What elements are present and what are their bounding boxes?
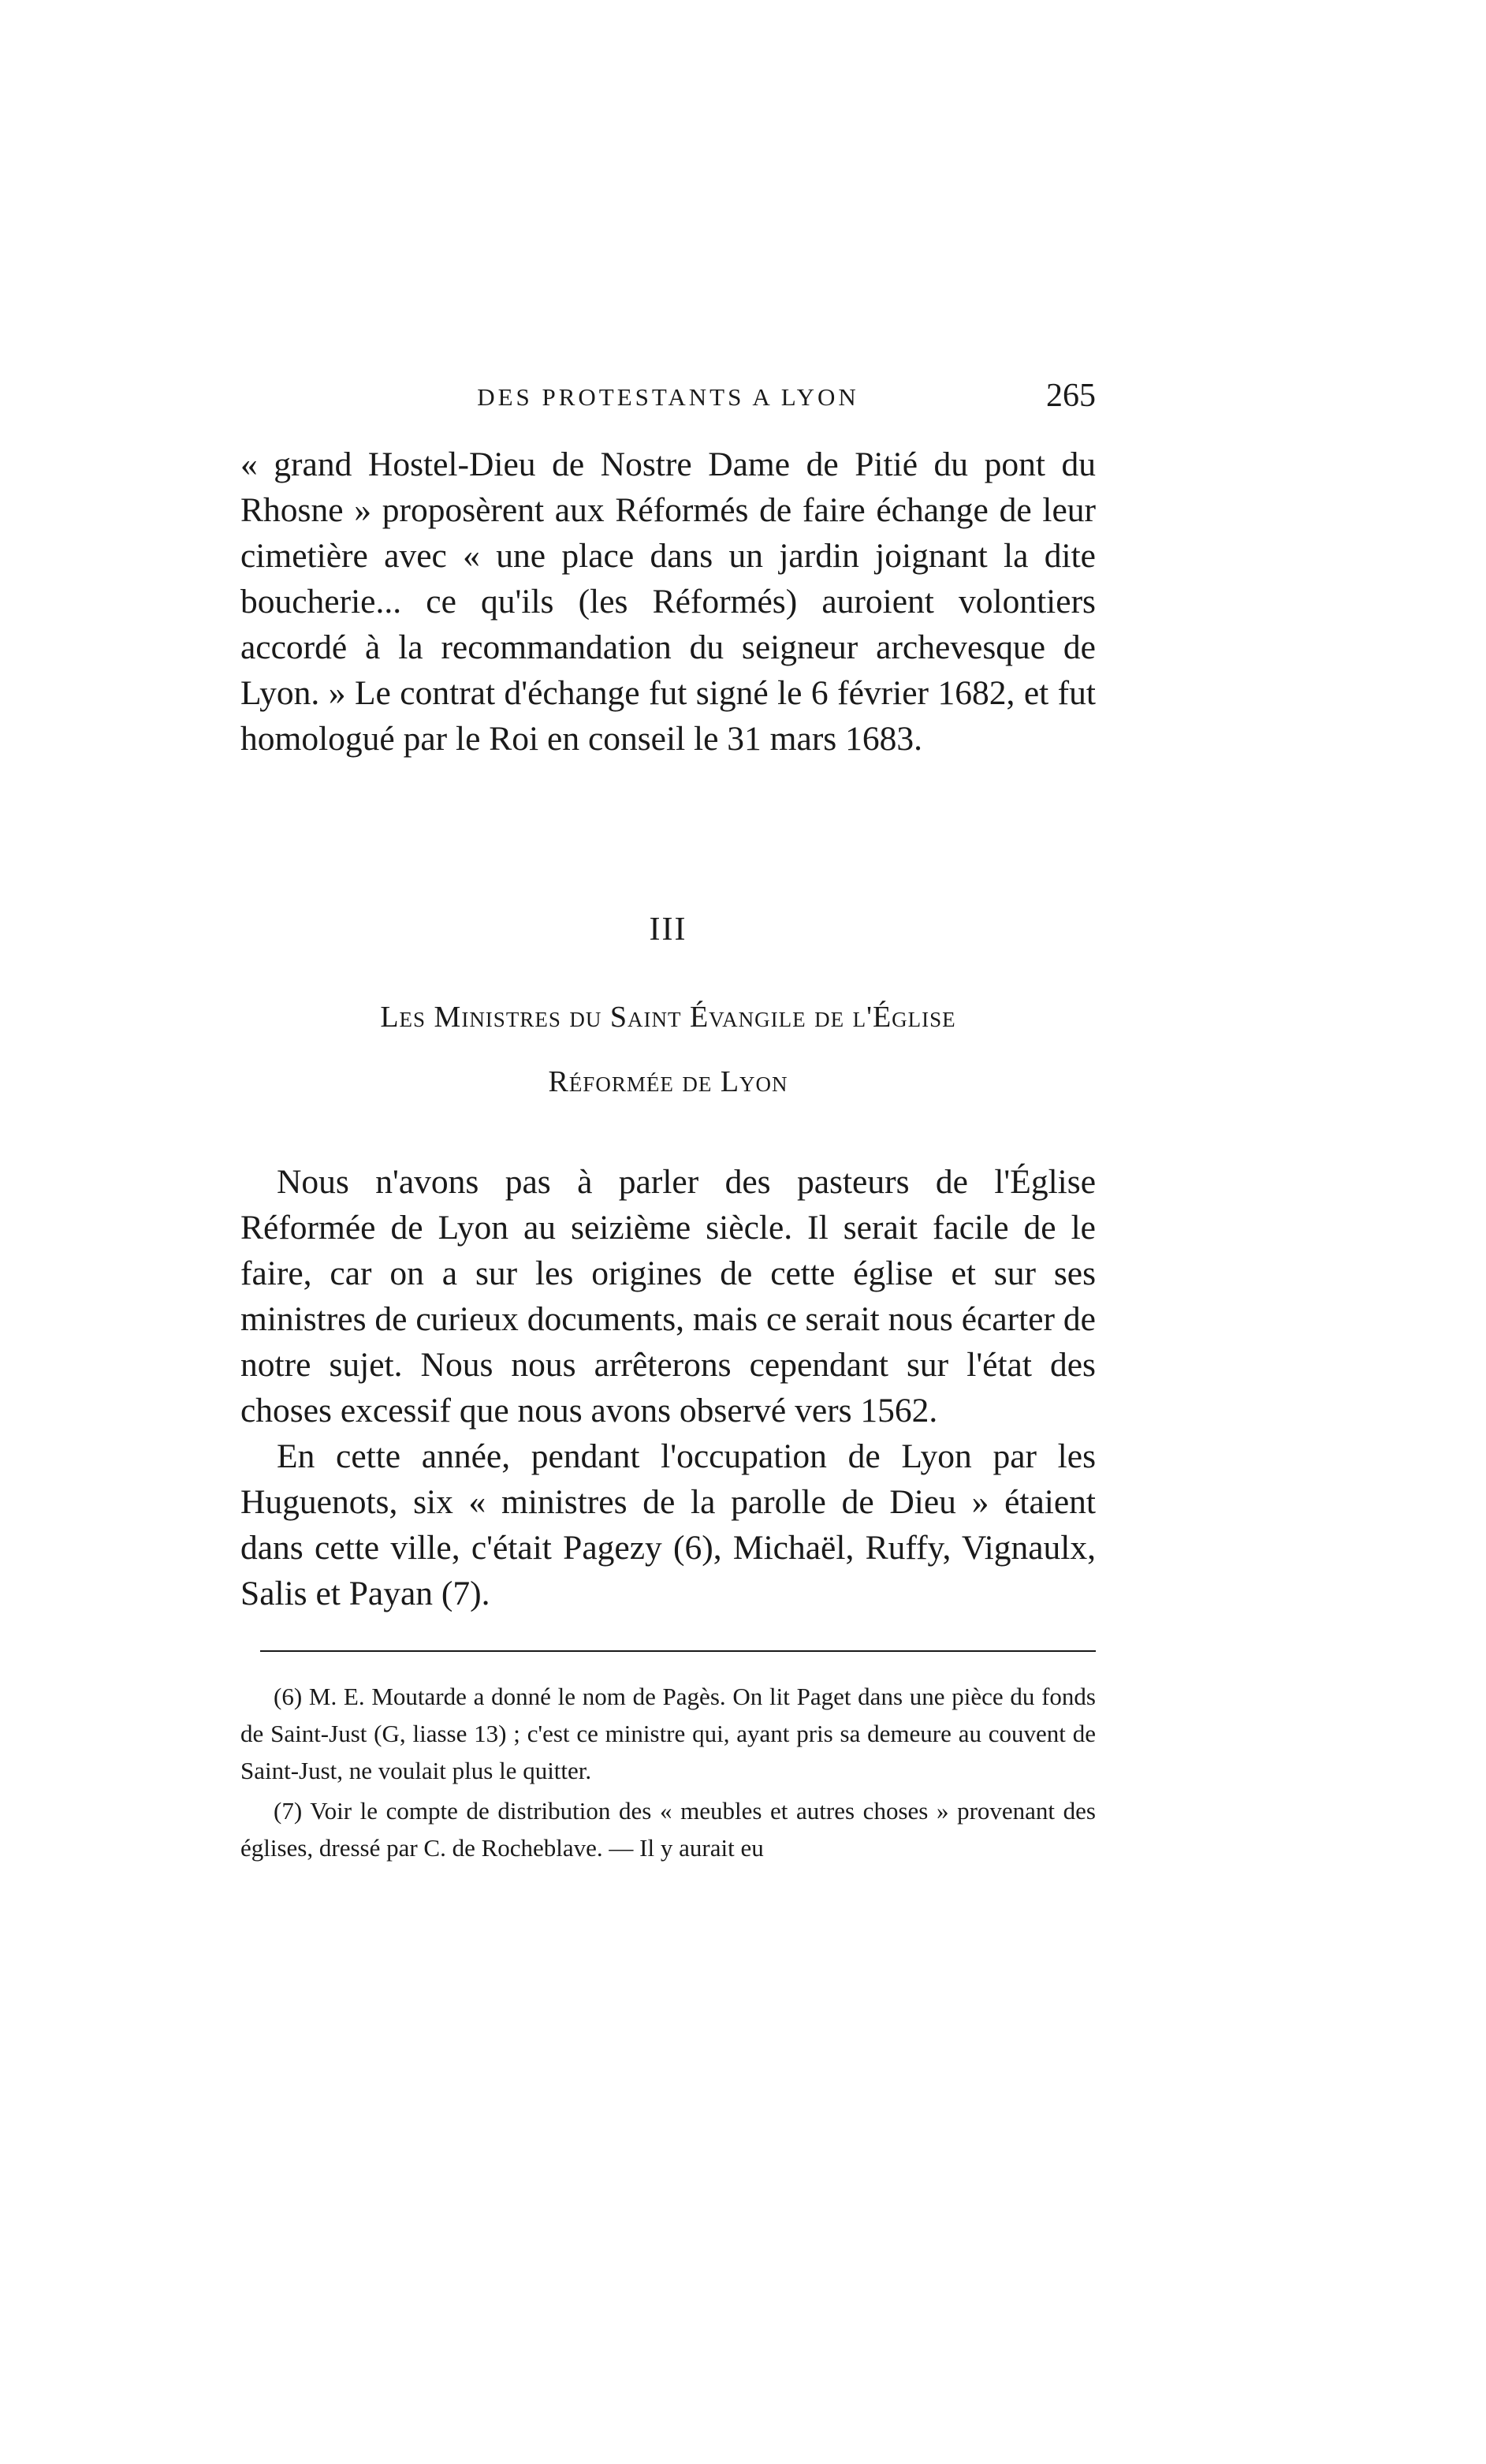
paragraph-continued: « grand Hostel-Dieu de Nostre Dame de Pitié du pont du Rhosne » proposèrent aux Réformés de faire échange de leur cimetière avec « une place dans un jardin joignant la dite boucherie... ce qu'ils (les Réformés) auroient volontiers accordé à la recommandation du seigneur archevesque de Lyon. » Le contrat d'échange fut signé le 6 février 1682, et fut homologué par le Roi en conseil le 31 mars 1683. [240,445,1096,758]
running-title: DES PROTESTANTS A LYON [477,383,859,411]
footnote-6: (6) M. E. Moutarde a donné le nom de Pagès. On lit Paget dans une pièce du fonds de Saint-Just (G, liasse 13) ; c'est ce ministre qui, ayant pris sa demeure au couvent de Saint-Just, ne voulait plus le quitter. [240,1683,1096,1784]
page-number: 265 [1046,378,1096,414]
running-header [240,377,1096,424]
footnote-divider [260,1650,1096,1652]
paragraph-ministers-1562: En cette année, pendant l'occupation de Lyon par les Huguenots, six « ministres de la parolle de Dieu » étaient dans cette ville, c'était Pagezy (6), Michaël, Ruffy, Vignaulx, Salis et Payan (7). [240,1437,1096,1612]
section-numeral: III [649,911,687,948]
footnote-7: (7) Voir le compte de distribution des « meubles et autres choses » provenant des églises, dressé par C. de Rocheblave. — Il y aurait eu [240,1797,1096,1862]
paragraph-pastors: Nous n'avons pas à parler des pasteurs de l'Église Réformée de Lyon au seizième siècle. Il serait facile de le faire, car on a sur les origines de cette église et sur ses ministres de curieux documents, mais ce serait nous écarter de notre sujet. Nous nous arrêterons cependant sur l'état des choses excessif que nous avons observé vers 1562. [240,1163,1096,1430]
footnotes [240,1678,1096,1869]
section-title-line-1: Les Ministres du Saint Évangile de l'Église [380,1001,956,1034]
section-title-line-2: Réformée de Lyon [548,1065,788,1098]
